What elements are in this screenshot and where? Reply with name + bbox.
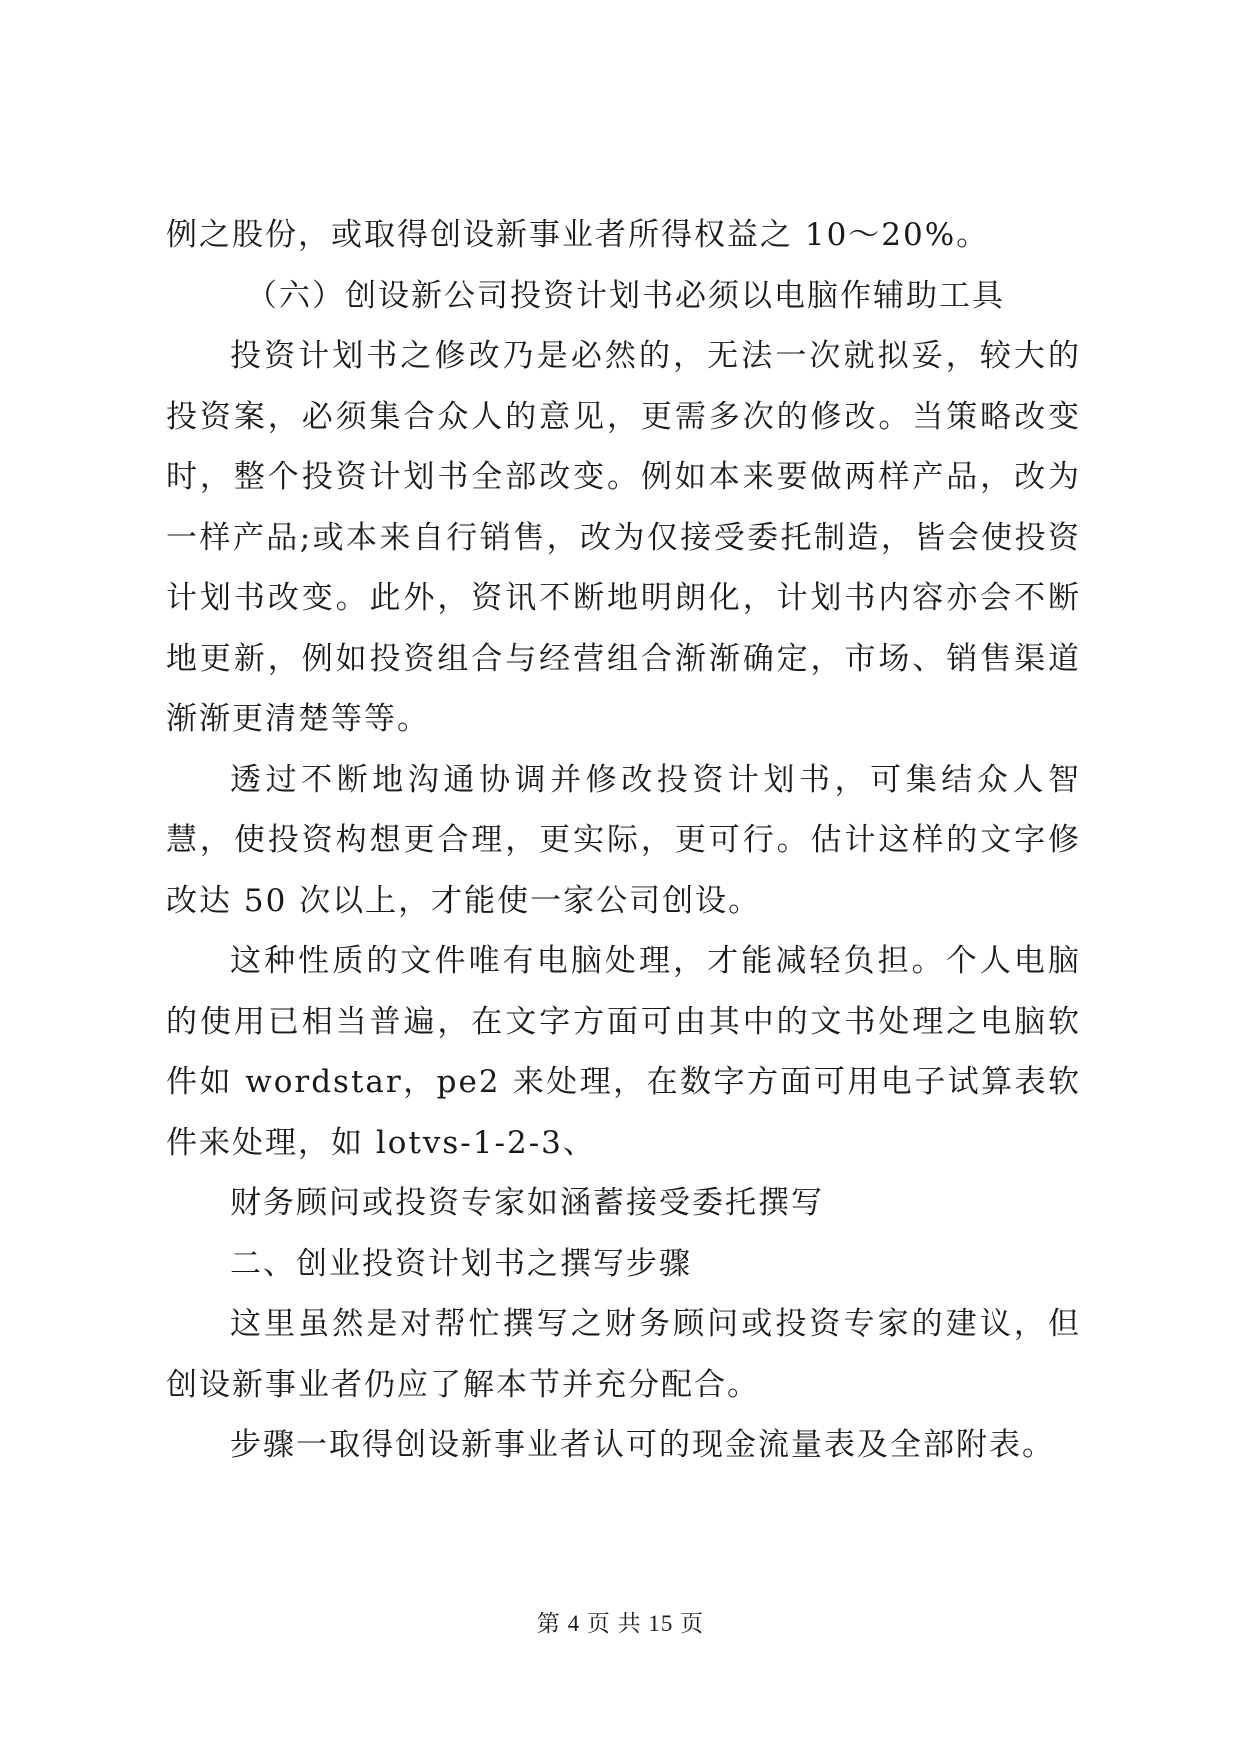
section-heading-6: （六）创设新公司投资计划书必须以电脑作辅助工具 <box>246 277 1005 314</box>
page-footer: 第 4 页 共 15 页 <box>536 1611 705 1636</box>
paragraph-communication: 透过不断地沟通协调并修改投资计划书，可集结众人智慧，使投资构想更合理，更实际，更可行。估计这样的文字修改达 50 次以上，才能使一家公司创设。 <box>166 761 1081 919</box>
paragraph-suggestion: 这里虽然是对帮忙撰写之财务顾问或投资专家的建议，但创设新事业者仍应了解本节并充分配合。 <box>166 1306 1081 1403</box>
paragraph-advisor: 财务顾问或投资专家如涵蓄接受委托撰写 <box>230 1185 824 1221</box>
paragraph-continuation: 例之股份，或取得创设新事业者所得权益之 10～20%。 <box>166 217 990 253</box>
paragraph-step-one: 步骤一取得创设新事业者认可的现金流量表及全部附表。 <box>230 1427 1055 1463</box>
paragraph-computer: 这种性质的文件唯有电脑处理，才能减轻负担。个人电脑的使用已相当普遍，在文字方面可由其中的文书处理之电脑软件如 wordstar，pe2 来处理，在数字方面可用电子试算表软件来处理，如 lotvs-1-2-3、 <box>166 943 1081 1161</box>
document-body <box>166 205 1081 1476</box>
paragraph-revision: 投资计划书之修改乃是必然的，无法一次就拟妥，较大的投资案，必须集合众人的意见，更需多次的修改。当策略改变时，整个投资计划书全部改变。例如本来要做两样产品，改为一样产品;或本来自行销售，改为仅接受委托制造，皆会使投资计划书改变。此外，资讯不断地明朗化，计划书内容亦会不断地更新，例如投资组合与经营组合渐渐确定，市场、销售渠道渐渐更清楚等等。 <box>166 338 1081 737</box>
section-heading-2: 二、创业投资计划书之撰写步骤 <box>230 1245 692 1282</box>
